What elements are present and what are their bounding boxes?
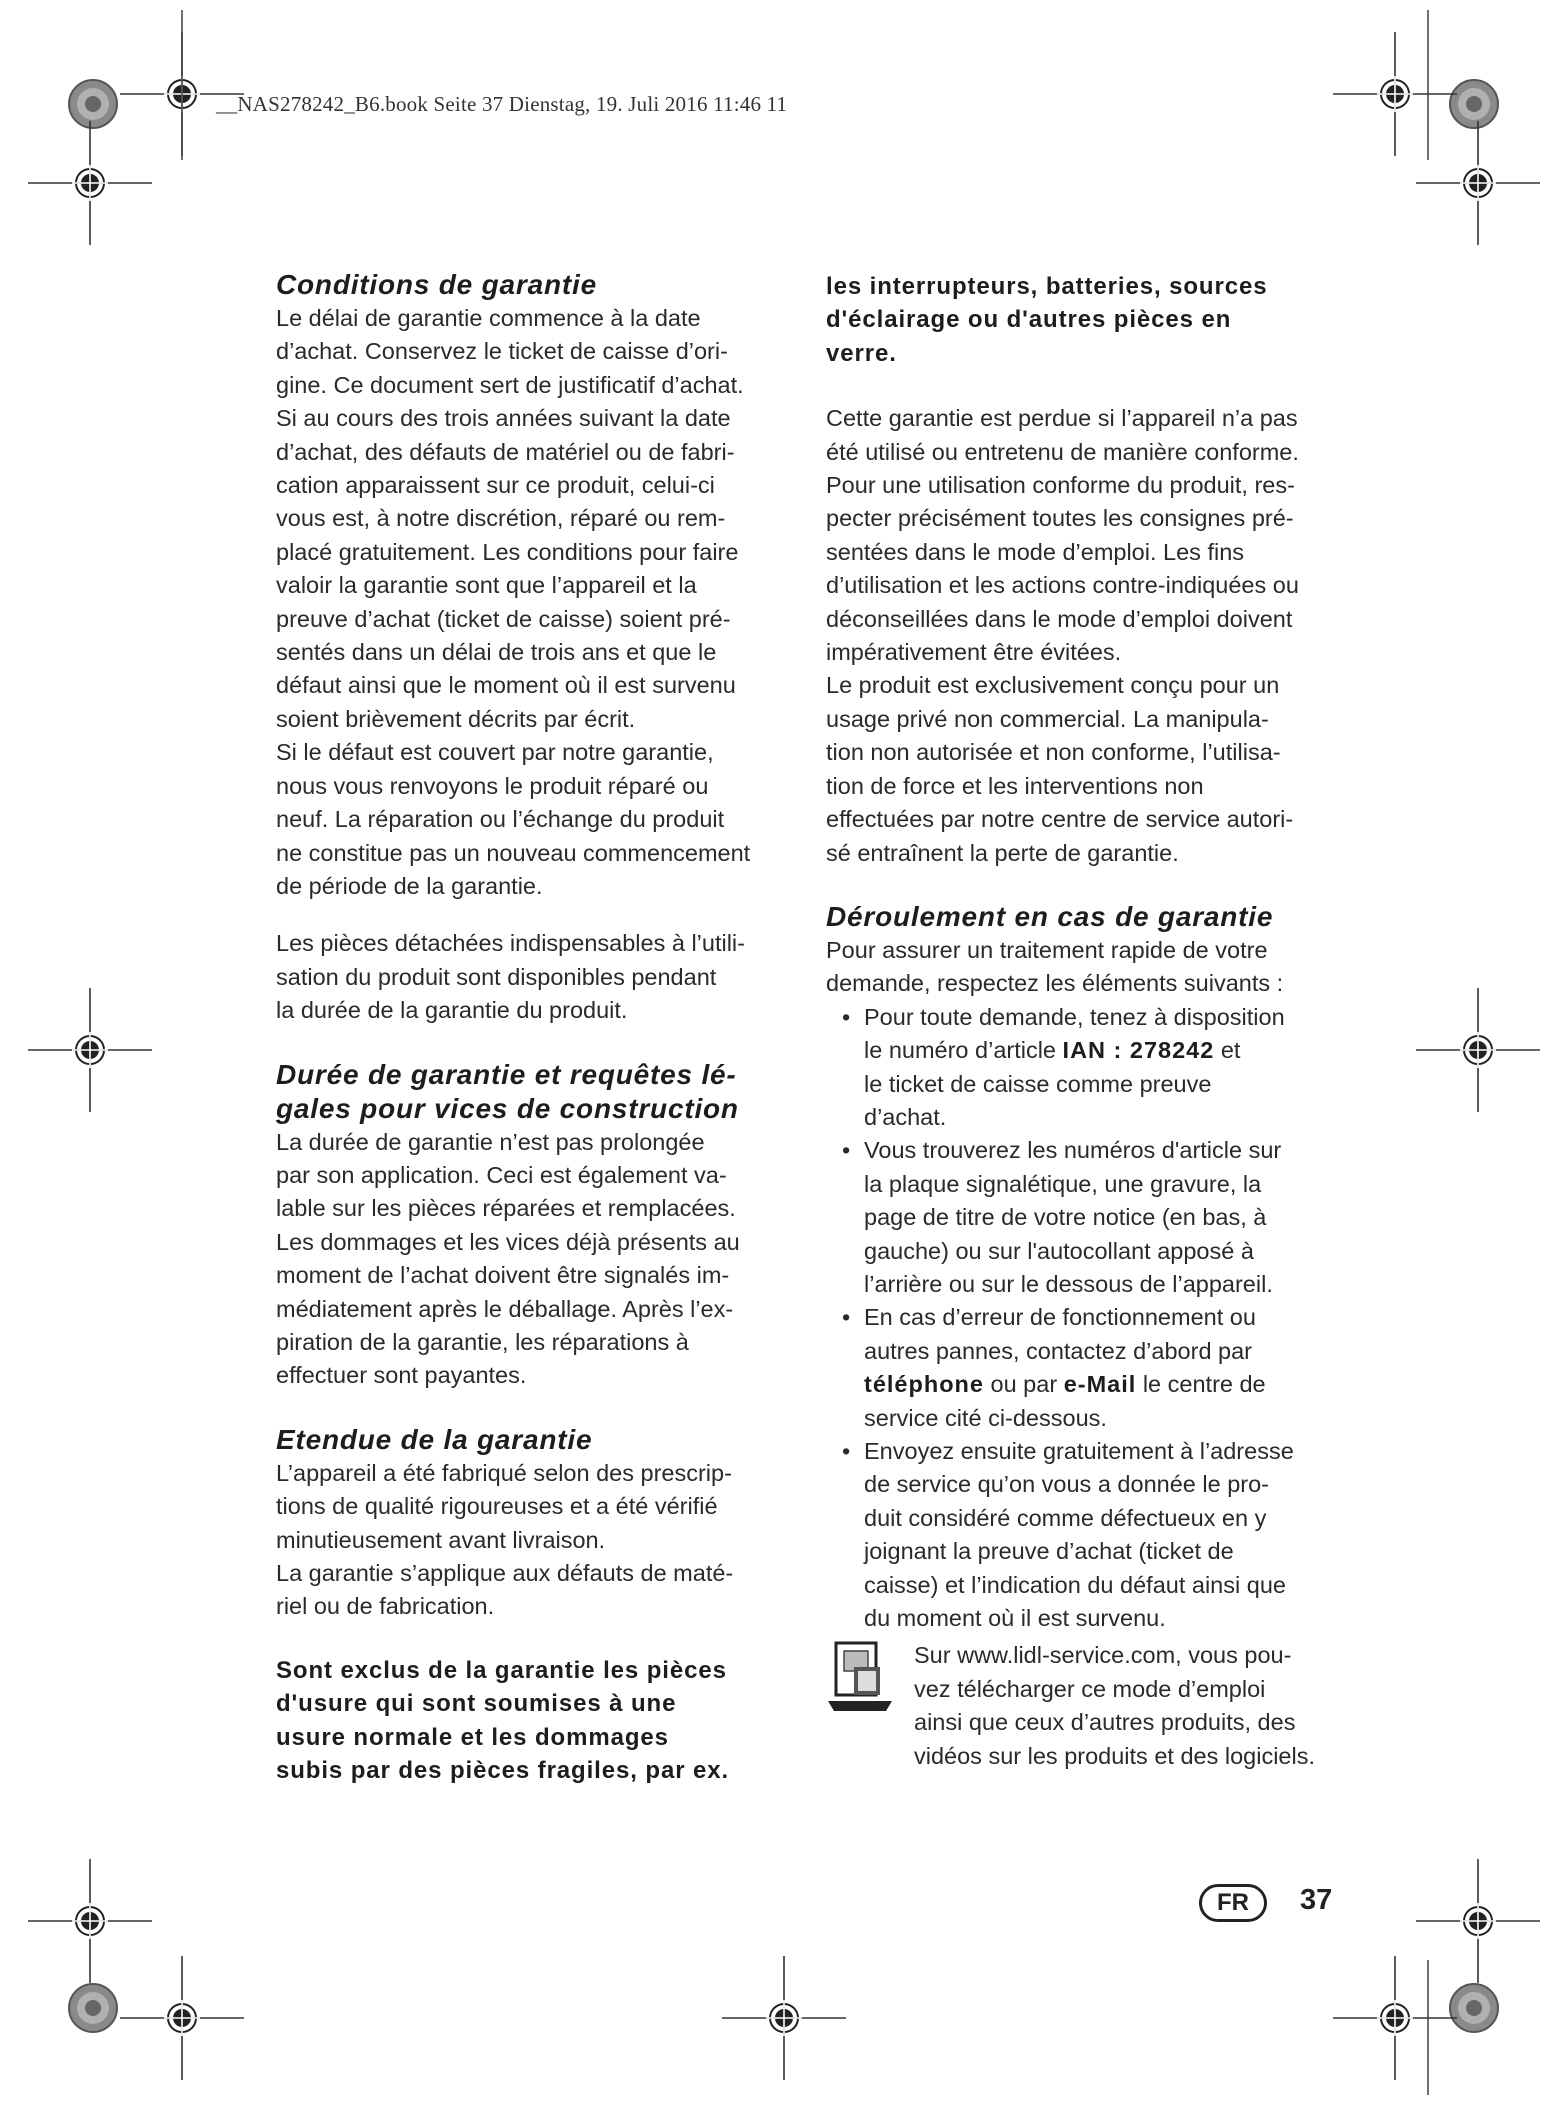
paragraph-duration: [276, 1126, 796, 1393]
download-info: [826, 1639, 1346, 1773]
bullet-icon: •: [842, 1137, 851, 1164]
text-line: vidéos sur les produits et des logiciels.: [914, 1742, 1316, 1769]
text-line: ou par: [983, 1371, 1064, 1398]
text-line: la durée de la garantie du produit.: [276, 997, 628, 1024]
right-column: [826, 270, 1346, 1773]
page-number: 37: [1300, 1884, 1333, 1916]
text-line: soient brièvement décrits par écrit.: [276, 705, 636, 732]
text-line: impérativement être évitées.: [826, 639, 1122, 666]
text-line: effectuées par notre centre de service autori-: [826, 806, 1294, 833]
text-line: sation du produit sont disponibles pendant: [276, 963, 717, 990]
text-line: par son application. Ceci est également va-: [276, 1161, 727, 1188]
paragraph-scope: [276, 1457, 796, 1624]
text-line: tion de force et les interventions non: [826, 772, 1204, 799]
text-line: usage privé non commercial. La manipula-: [826, 705, 1269, 732]
email-label: e-Mail: [1063, 1371, 1137, 1398]
text-line: Si au cours des trois années suivant la date: [276, 405, 731, 432]
text-line: effectuer sont payantes.: [276, 1362, 527, 1389]
text-line: Cette garantie est perdue si l’appareil n’a pas: [826, 405, 1298, 432]
text-line: et: [1214, 1037, 1241, 1064]
text-line: La garantie s’applique aux défauts de maté-: [276, 1560, 734, 1586]
text-line: neuf. La réparation ou l’échange du produit: [276, 806, 725, 833]
text-line: de période de la garantie.: [276, 872, 543, 899]
bullet-icon: •: [842, 1003, 851, 1030]
text-line: défaut ainsi que le moment où il est survenu: [276, 672, 736, 699]
download-info-text: [914, 1639, 1315, 1773]
text-line: nous vous renvoyons le produit réparé ou: [276, 772, 709, 799]
text-line: médiatement après le déballage. Après l’ex-: [276, 1295, 734, 1322]
text-line: les interrupteurs, batteries, sources: [826, 273, 1268, 300]
text-line: placé gratuitement. Les conditions pour faire: [276, 538, 739, 565]
section-title-duration-line2: gales pour vices de construction: [276, 1092, 739, 1124]
procedure-list: [826, 1001, 1346, 1636]
text-line: sentés dans un délai de trois ans et que le: [276, 639, 717, 666]
text-line: Vous trouverez les numéros d'article sur: [864, 1137, 1282, 1164]
text-line: le ticket de caisse comme preuve: [864, 1070, 1212, 1097]
text-line: En cas d’erreur de fonctionnement ou: [864, 1304, 1256, 1331]
text-line: Le produit est exclusivement conçu pour un: [826, 672, 1280, 699]
section-title-duration-line1: Durée de garantie et requêtes lé-: [276, 1058, 737, 1090]
book-info-header: __NAS278242_B6.book Seite 37 Dienstag, 19. Juli 2016 11:46 11: [216, 92, 788, 116]
text-line: valoir la garantie sont que l’appareil et la: [276, 572, 697, 599]
text-line: piration de la garantie, les réparations à: [276, 1328, 689, 1355]
text-line: page de titre de votre notice (en bas, à: [864, 1204, 1267, 1231]
text-line: Envoyez ensuite gratuitement à l’adresse: [864, 1438, 1294, 1464]
text-line: Sont exclus de la garantie les pièces: [276, 1656, 727, 1684]
text-line: la plaque signalétique, une gravure, la: [864, 1170, 1262, 1197]
text-line: autres pannes, contactez d’abord par: [864, 1337, 1253, 1364]
text-line: l’arrière ou sur le dessous de l’appareil.: [864, 1270, 1273, 1297]
text-line: le numéro d’article: [864, 1037, 1063, 1064]
text-line: La durée de garantie n’est pas prolongée: [276, 1128, 705, 1155]
text-line: cation apparaissent sur ce produit, celui-ci: [276, 472, 715, 499]
list-item: [826, 1301, 1346, 1435]
list-item: [826, 1001, 1346, 1135]
text-line: lable sur les pièces réparées et remplacées.: [276, 1195, 736, 1222]
text-line: verre.: [826, 339, 897, 367]
text-line: Les dommages et les vices déjà présents au: [276, 1228, 740, 1255]
text-line: sentées dans le mode d’emploi. Les fins: [826, 538, 1245, 565]
paragraph-exclusions-continued: [826, 270, 1346, 370]
text-line: été utilisé ou entretenu de manière conforme.: [826, 438, 1299, 465]
text-line: du moment où il est survenu.: [864, 1605, 1166, 1632]
text-line: tions de qualité rigoureuses et a été vérifié: [276, 1493, 718, 1520]
text-line: ainsi que ceux d’autres produits, des: [914, 1709, 1296, 1736]
text-line: Sur www.lidl-service.com, vous pou-: [914, 1642, 1292, 1669]
text-line: demande, respectez les éléments suivants :: [826, 970, 1284, 997]
paragraph-warranty-loss: [826, 402, 1346, 870]
section-title-procedure: Déroulement en cas de garantie: [826, 900, 1274, 932]
text-line: moment de l’achat doivent être signalés im-: [276, 1262, 730, 1289]
text-line: L’appareil a été fabriqué selon des prescrip-: [276, 1459, 732, 1486]
text-line: de service qu’on vous a donnée le pro-: [864, 1471, 1269, 1498]
text-line: d’achat.: [864, 1103, 947, 1130]
text-line: riel ou de fabrication.: [276, 1593, 495, 1620]
text-line: Pour assurer un traitement rapide de votre: [826, 936, 1268, 963]
text-line: minutieusement avant livraison.: [276, 1526, 606, 1553]
text-line: gine. Ce document sert de justificatif d’achat.: [276, 371, 744, 398]
text-line: Le délai de garantie commence à la date: [276, 305, 701, 331]
list-item: [826, 1435, 1346, 1635]
text-line: Pour toute demande, tenez à disposition: [864, 1003, 1285, 1030]
paragraph-spare-parts: [276, 927, 796, 1027]
paragraph-exclusions: [276, 1654, 796, 1788]
text-line: service cité ci-dessous.: [864, 1404, 1107, 1431]
text-line: tion non autorisée et non conforme, l’utilisa-: [826, 739, 1281, 766]
text-line: Les pièces détachées indispensables à l’utili-: [276, 930, 745, 957]
bullet-icon: •: [842, 1438, 851, 1464]
language-badge: FR: [1199, 1884, 1267, 1922]
text-line: ne constitue pas un nouveau commencement: [276, 839, 751, 866]
phone-label: téléphone: [864, 1371, 984, 1398]
text-line: preuve d’achat (ticket de caisse) soient pré-: [276, 605, 731, 632]
section-title-scope: Etendue de la garantie: [276, 1423, 593, 1455]
text-line: pecter précisément toutes les consignes pré-: [826, 505, 1294, 532]
text-line: d’utilisation et les actions contre-indiquées ou: [826, 572, 1299, 599]
text-line: usure normale et les dommages: [276, 1723, 669, 1751]
text-line: gauche) ou sur l'autocollant apposé à: [864, 1237, 1254, 1264]
ian-number: IAN : 278242: [1062, 1037, 1215, 1064]
text-line: d’achat. Conservez le ticket de caisse d’ori-: [276, 338, 728, 365]
text-line: subis par des pièces fragiles, par ex.: [276, 1757, 730, 1785]
text-line: Si le défaut est couvert par notre garantie,: [276, 739, 714, 766]
left-column: [276, 268, 796, 1787]
bullet-icon: •: [842, 1304, 851, 1331]
text-line: déconseillées dans le mode d’emploi doivent: [826, 605, 1293, 632]
text-line: duit considéré comme défectueux en y: [864, 1504, 1267, 1531]
text-line: sé entraînent la perte de garantie.: [826, 839, 1179, 866]
section-title-conditions: Conditions de garantie: [276, 269, 597, 300]
download-manual-icon: [826, 1639, 898, 1719]
text-line: d’achat, des défauts de matériel ou de fabri-: [276, 438, 735, 465]
paragraph-conditions: [276, 302, 796, 903]
text-line: caisse) et l’indication du défaut ainsi que: [864, 1571, 1286, 1598]
text-line: Pour une utilisation conforme du produit, res-: [826, 472, 1295, 499]
text-line: vez télécharger ce mode d’emploi: [914, 1675, 1266, 1702]
text-line: vous est, à notre discrétion, réparé ou rem-: [276, 505, 726, 532]
text-line: joignant la preuve d’achat (ticket de: [864, 1538, 1234, 1565]
list-item: [826, 1134, 1346, 1301]
text-line: d'usure qui sont soumises à une: [276, 1690, 677, 1718]
text-line: le centre de: [1136, 1371, 1266, 1398]
text-line: d'éclairage ou d'autres pièces en: [826, 306, 1232, 334]
